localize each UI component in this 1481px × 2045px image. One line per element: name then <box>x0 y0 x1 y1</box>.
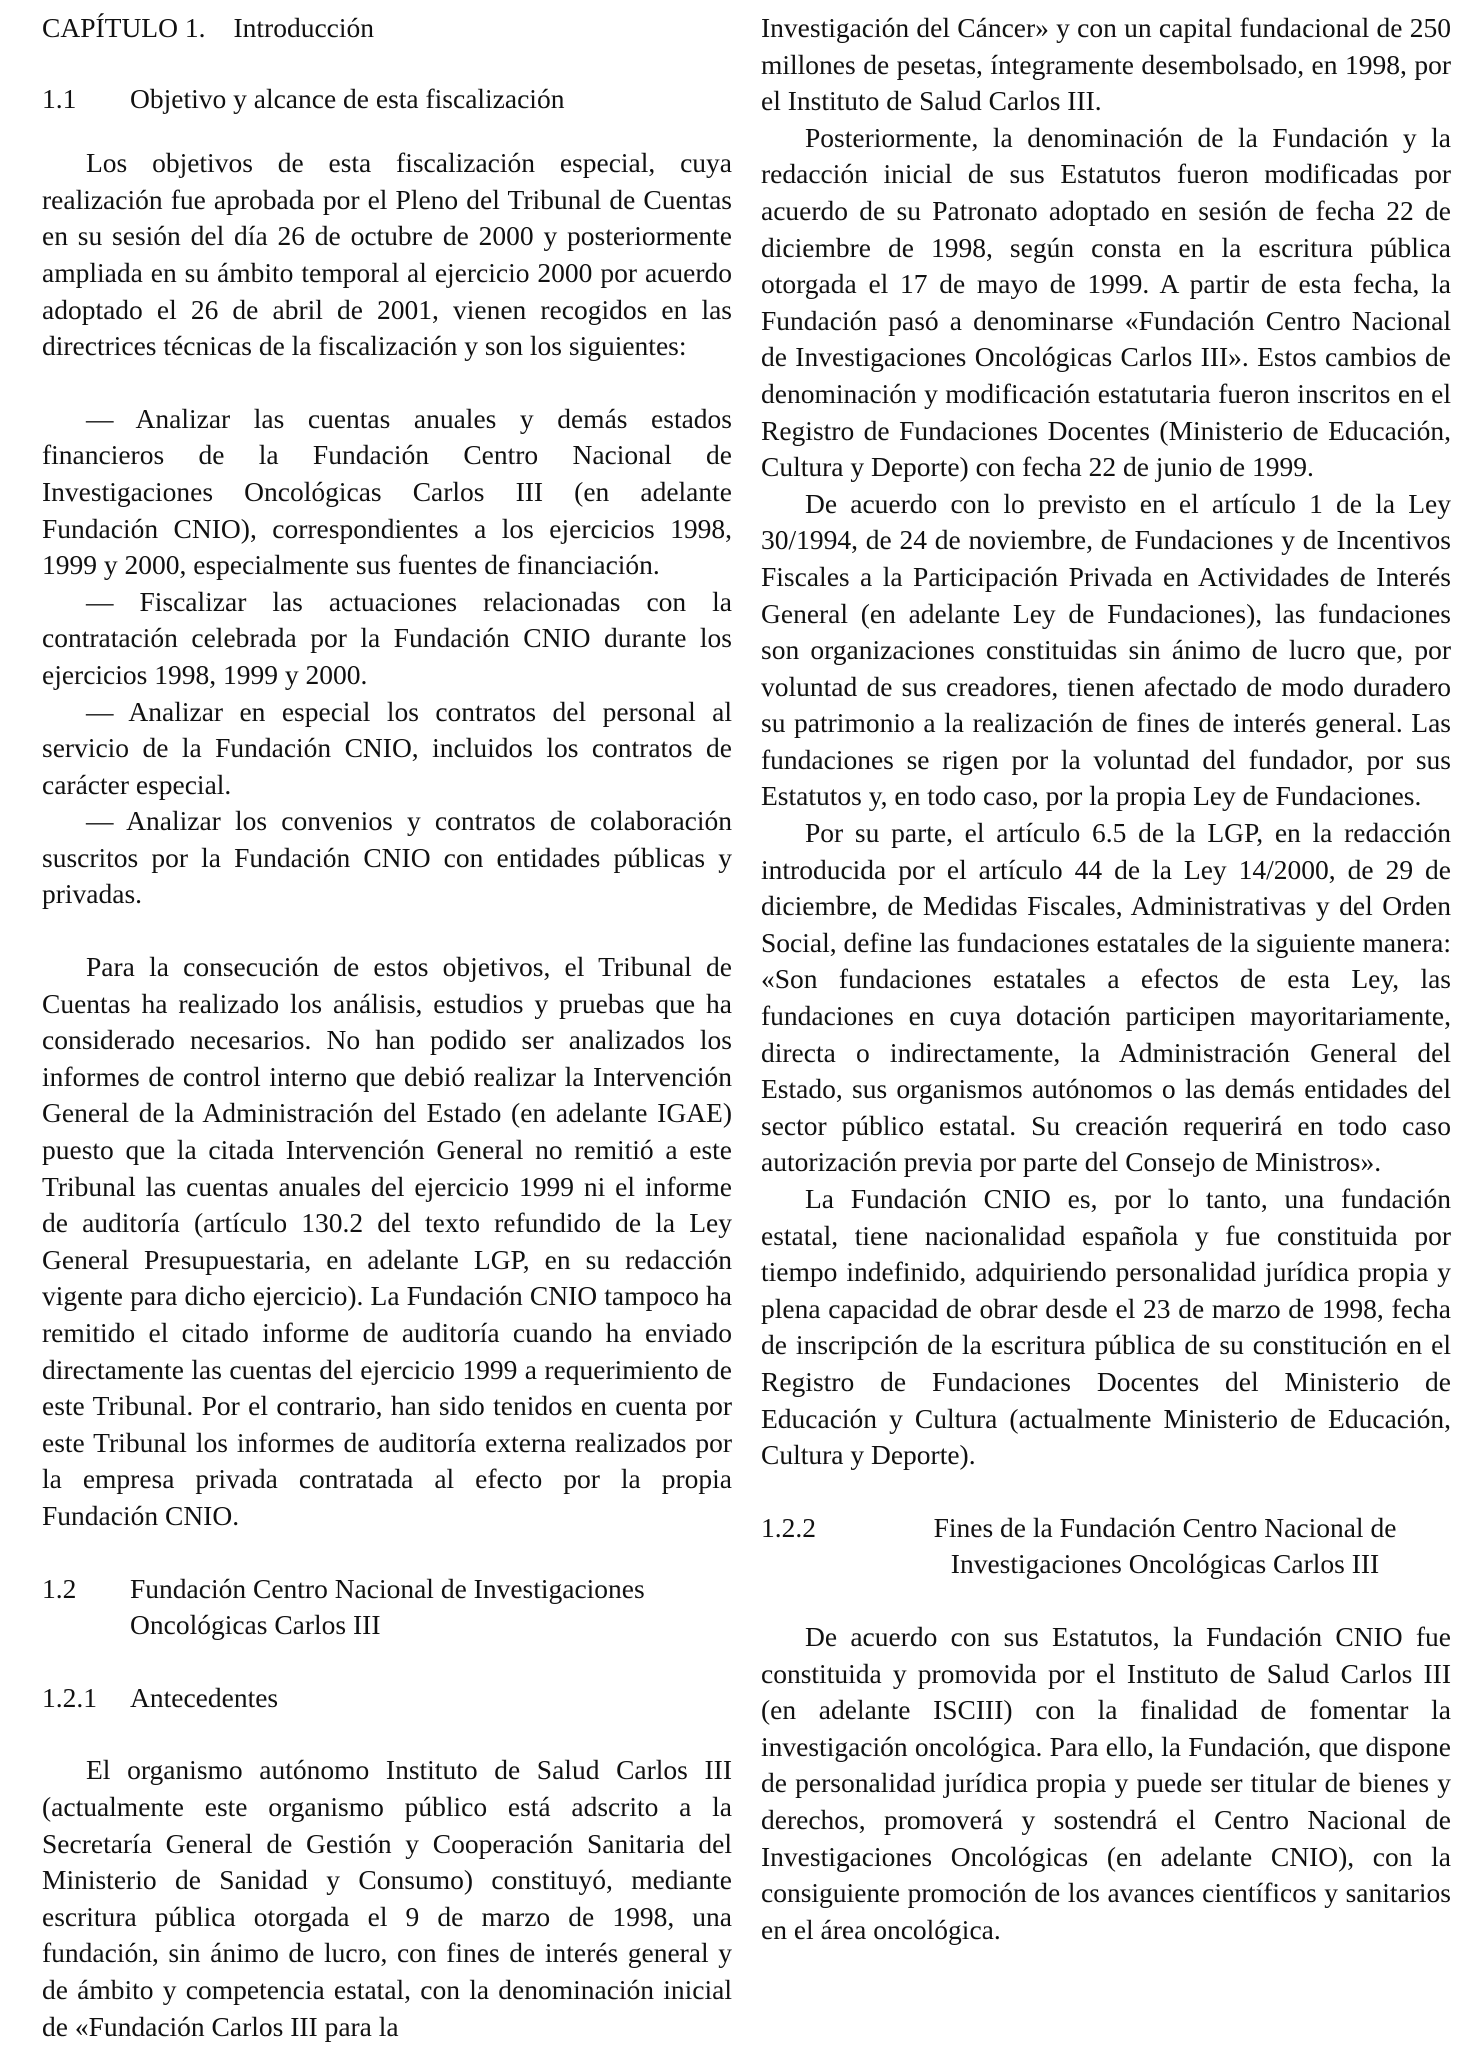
section-heading-1-1 <box>42 81 732 118</box>
list-item: — Analizar los convenios y contratos de colaboración suscritos por la Fundación CNIO con entidades públicas y privadas. <box>42 805 732 910</box>
paragraph-lgp: Por su parte, el artículo 6.5 de la LGP, en la redacción introducida por el artículo 44 de la Ley 14/2000, de 29 de diciembre, de Medidas Fiscales, Administrativas y del Orden Social, define las fundaciones estatales de la siguiente manera: «Son fundaciones estatales a efectos de esta Ley, las fundaciones en cuya dotación participen mayoritariamente, directa o indirectamente, la Administración General del Estado, sus organismos autónomos o las demás entidades del sector público estatal. Su creación requerirá en todo caso autorización previa por parte del Consejo de Ministros». <box>761 817 1451 1178</box>
chapter-heading <box>42 10 732 47</box>
section-number: 1.2.1 <box>42 1681 97 1713</box>
section-number: 1.2.2 <box>761 1511 816 1543</box>
section-title: Antecedentes <box>130 1681 279 1713</box>
paragraph-background: El organismo autónomo Instituto de Salud Carlos III (actualmente este organismo público está adscrito a la Secretaría General de Gestión y Cooperación Sanitaria del Ministerio de Sanidad y Consumo) constituyó, mediante escritura pública otorgada el 9 de marzo de 1998, una fundación, sin ánimo de lucro, con fines de interés general y de ámbito y competencia estatal, con la denominación inicial de «Fundación Carlos III para la <box>42 1754 732 2042</box>
section-title: Fundación Centro Nacional de Investigaciones Oncológicas Carlos III <box>130 1572 645 1641</box>
left-column <box>42 10 732 2042</box>
paragraph-state-foundation: La Fundación CNIO es, por lo tanto, una fundación estatal, tiene nacionalidad española y fue constituida por tiempo indefinido, adquiriendo personalidad jurídica propia y plena capacidad de obrar desde el 23 de marzo de 1998, fecha de inscripción de la escritura pública de su constitución en el Registro de Fundaciones Docentes del Ministerio de Educación y Cultura (actualmente Ministerio de Educación, Cultura y Deporte). <box>761 1183 1451 1471</box>
paragraph-foundations-law: De acuerdo con lo previsto en el artículo 1 de la Ley 30/1994, de 24 de noviembre, de Fundaciones y de Incentivos Fiscales a la Participación Privada en Actividades de Interés General (en adelante Ley de Fundaciones), las fundaciones son organizaciones constituidas sin ánimo de lucro que, por voluntad de sus creadores, tienen afectado de modo duradero su patrimonio a la realización de fines de interés general. Las fundaciones se rigen por la voluntad del fundador, por sus Estatutos y, en todo caso, por la propia Ley de Fundaciones. <box>761 487 1451 812</box>
section-heading-1-2-2 <box>761 1510 1451 1583</box>
list-item: — Fiscalizar las actuaciones relacionadas con la contratación celebrada por la Fundación CNIO durante los ejercicios 1998, 1999 y 2000. <box>42 585 732 690</box>
right-column <box>761 10 1451 2033</box>
paragraph-methodology: Para la consecución de estos objetivos, el Tribunal de Cuentas ha realizado los análisis, estudios y pruebas que ha considerado necesarios. No han podido ser analizados los informes de control interno que debió realizar la Intervención General de la Administración del Estado (en adelante IGAE) puesto que la citada Intervención General no remitió a este Tribunal las cuentas anuales del ejercicio 1999 ni el informe de auditoría (artículo 130.2 del texto refundido de la Ley General Presupuestaria, en adelante LGP, en su redacción vigente para dicho ejercicio). La Fundación CNIO tampoco ha remitido el citado informe de auditoría cuando ha enviado directamente las cuentas del ejercicio 1999 a requerimiento de este Tribunal. Por el contrario, han sido tenidos en cuenta por este Tribunal los informes de auditoría externa realizados por la empresa privada contratada al efecto por la propia Fundación CNIO. <box>42 951 732 1531</box>
paragraph-continuation: Investigación del Cáncer» y con un capital fundacional de 250 millones de pesetas, íntegramente desembolsado, en 1998, por el Instituto de Salud Carlos III. <box>761 12 1451 117</box>
paragraph-name-change: Posteriormente, la denominación de la Fundación y la redacción inicial de sus Estatutos fueron modificadas por acuerdo de su Patronato adoptado en sesión de fecha 22 de diciembre de 1998, según consta en la escritura pública otorgada el 17 de mayo de 1999. A partir de esta fecha, la Fundación pasó a denominarse «Fundación Centro Nacional de Investigaciones Oncológicas Carlos III». Estos cambios de denominación y modificación estatutaria fueron inscritos en el Registro de Fundaciones Docentes (Ministerio de Educación, Cultura y Deporte) con fecha 22 de junio de 1999. <box>761 121 1451 483</box>
list-item: — Analizar las cuentas anuales y demás estados financieros de la Fundación Centro Nacional de Investigaciones Oncológicas Carlos III (en adelante Fundación CNIO), correspondientes a los ejercicios 1998, 1999 y 2000, especialmente sus fuentes de financiación. <box>42 402 732 581</box>
section-heading-1-2 <box>42 1571 732 1644</box>
section-title: Objetivo y alcance de esta fiscalización <box>130 82 565 114</box>
chapter-label: CAPÍTULO 1. <box>42 12 206 43</box>
list-item: — Analizar en especial los contratos del personal al servicio de la Fundación CNIO, incluidos los contratos de carácter especial. <box>42 695 732 800</box>
paragraph-purposes: De acuerdo con sus Estatutos, la Fundación CNIO fue constituida y promovida por el Instituto de Salud Carlos III (en adelante ISCIII) con la finalidad de fomentar la investigación oncológica. Para ello, la Fundación, que dispone de personalidad jurídica propia y puede ser titular de bienes y derechos, promoverá y sostendrá el Centro Nacional de Investigaciones Oncológicas (en adelante CNIO), con la consiguiente promoción de los avances científicos y sanitarios en el área oncológica. <box>761 1620 1451 1945</box>
chapter-title: Introducción <box>233 12 374 43</box>
paragraph-objectives: Los objetivos de esta fiscalización especial, cuya realización fue aprobada por el Pleno del Tribunal de Cuentas en su sesión del día 26 de octubre de 2000 y posteriormente ampliada en su ámbito temporal al ejercicio 2000 por acuerdo adoptado el 26 de abril de 2001, vienen recogidos en las directrices técnicas de la fiscalización y son los siguientes: <box>42 147 732 362</box>
section-title: Fines de la Fundación Centro Nacional de Investigaciones Oncológicas Carlos III <box>933 1511 1397 1580</box>
section-number: 1.1 <box>42 82 77 114</box>
section-number: 1.2 <box>42 1572 77 1604</box>
section-heading-1-2-1 <box>42 1680 732 1717</box>
